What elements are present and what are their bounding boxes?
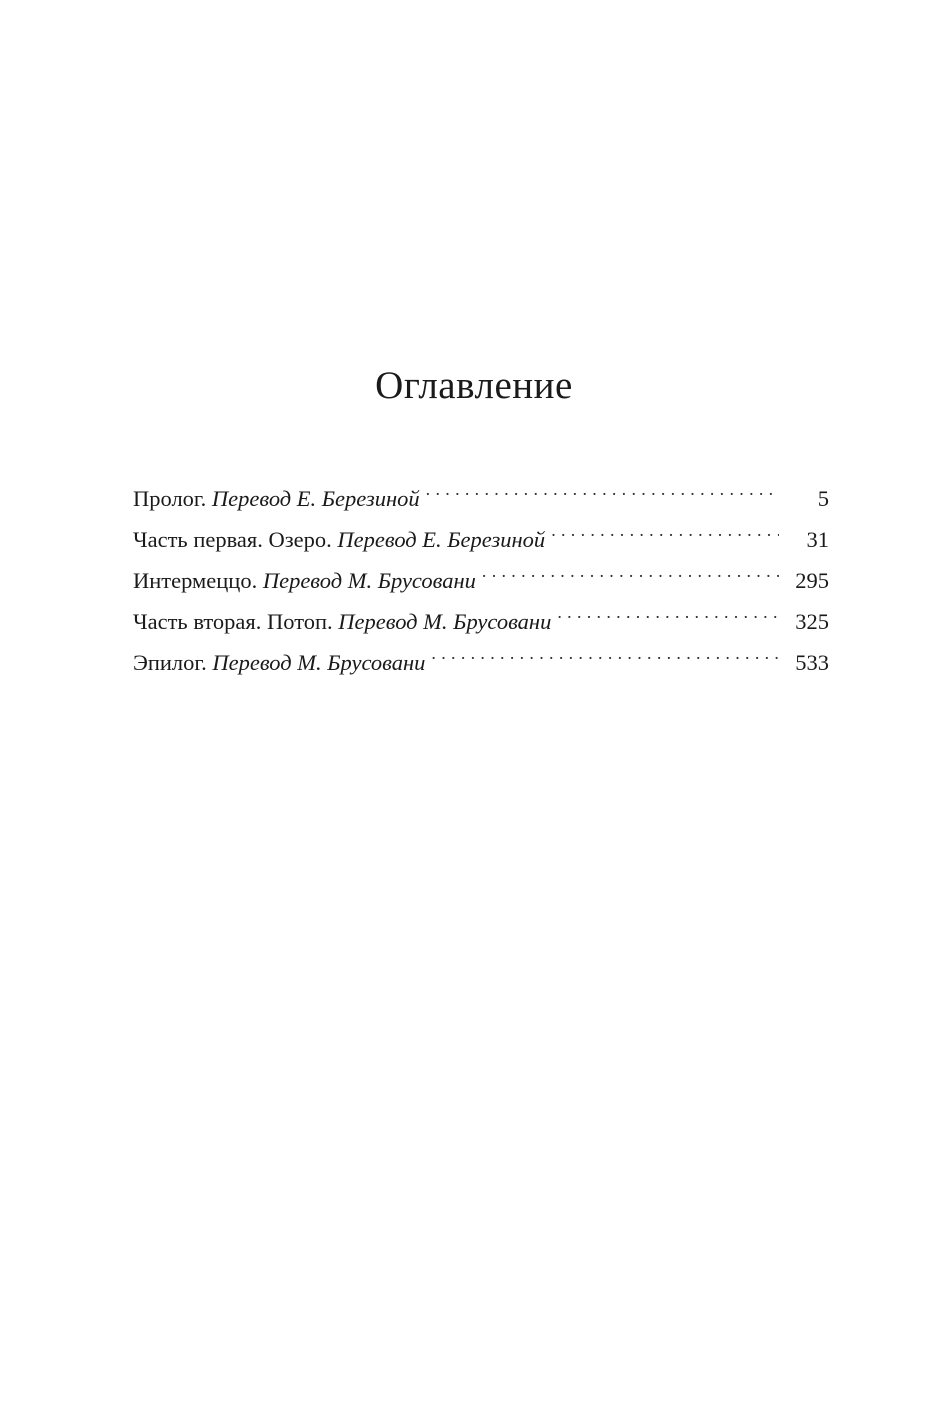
page-number: 5 (817, 486, 829, 511)
page-number: 295 (795, 568, 829, 593)
page-title: Оглавление (375, 364, 573, 407)
toc-entry-title (133, 646, 425, 680)
dot-leader (557, 595, 779, 629)
toc-entry-title (133, 605, 551, 639)
translator-credit: Перевод Е. Березиной (337, 527, 546, 552)
toc-entry-part-two[interactable] (133, 595, 829, 636)
chapter-name: Часть вторая. Потоп. (133, 609, 333, 634)
toc-entry-title (133, 523, 545, 557)
toc-entry-title (133, 564, 476, 598)
chapter-name: Пролог. (133, 486, 207, 511)
page-number: 31 (806, 527, 829, 552)
toc-entry-title (133, 482, 420, 516)
translator-credit: Перевод М. Брусовани (262, 568, 476, 593)
toc-entry-epilogue[interactable] (133, 636, 829, 677)
chapter-name: Интермеццо. (133, 568, 258, 593)
dot-leader (482, 554, 779, 588)
page-number: 325 (795, 609, 829, 634)
translator-credit: Перевод Е. Березиной (211, 486, 420, 511)
toc-entry-intermezzo[interactable] (133, 554, 829, 595)
dot-leader (426, 472, 779, 506)
translator-credit: Перевод М. Брусовани (212, 650, 426, 675)
chapter-name: Эпилог. (133, 650, 207, 675)
toc-entry-prologue[interactable] (133, 472, 829, 513)
table-of-contents (133, 472, 829, 677)
toc-entry-part-one[interactable] (133, 513, 829, 554)
chapter-name: Часть первая. Озеро. (133, 527, 332, 552)
dot-leader (551, 513, 779, 547)
dot-leader (431, 636, 779, 670)
translator-credit: Перевод М. Брусовани (338, 609, 552, 634)
page-number: 533 (795, 650, 829, 675)
